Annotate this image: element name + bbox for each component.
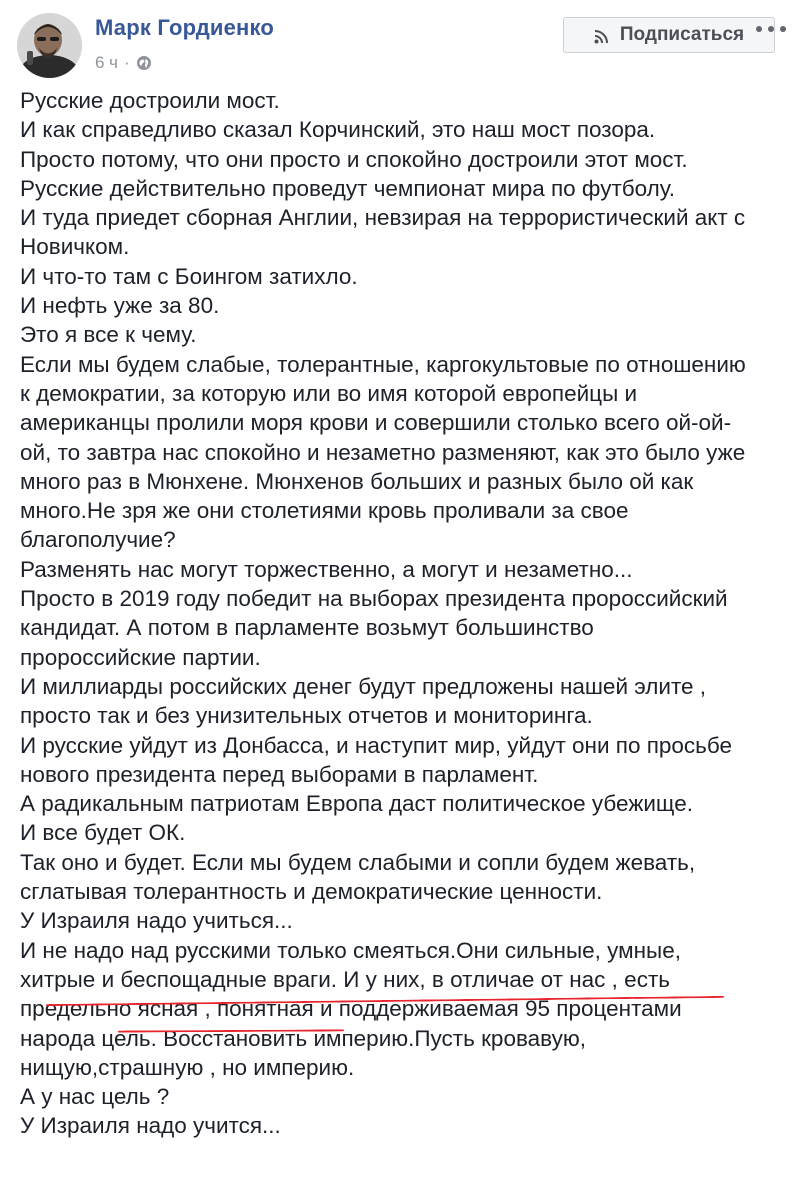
post-text-line: пророссийские партии. (20, 644, 261, 670)
post-text-line: Просто потому, что они просто и спокойно достроили этот мост. (20, 146, 688, 172)
subscribe-label: Подписаться (619, 24, 745, 45)
avatar[interactable] (17, 13, 82, 78)
post-text-line: сглатывая толерантность и демократические ценности. (20, 879, 603, 905)
post-text-line: И миллиарды российских денег будут предложены нашей элите , (20, 673, 707, 699)
author-name[interactable]: Марк Гордиенко (95, 15, 275, 40)
post-text-line: И не надо над русскими только смеяться.Они сильные, умные, (20, 937, 681, 963)
rss-icon (594, 28, 608, 42)
post-text-line: Просто в 2019 году победит на выборах президента пророссийский (20, 586, 728, 612)
post-text-line: У Израиля надо учится... (20, 1113, 281, 1139)
post-text-line: просто так и без унизительных отчетов и мониторинга. (20, 703, 593, 729)
post-text-line: много раз в Мюнхене. Мюнхенов больших и разных было ой как (20, 468, 694, 494)
post-text-line: Новичком. (20, 234, 130, 260)
post-text-line: И все будет ОК. (20, 820, 186, 846)
post-text-line: благополучие? (20, 527, 176, 553)
post-text-line: нищую,страшную , но империю. (20, 1054, 355, 1080)
meta-separator: · (124, 53, 130, 72)
post-text-line: Если мы будем слабые, толерантные, каргокультовые по отношению (20, 351, 746, 377)
post-text-line: А у нас цель ? (20, 1084, 170, 1110)
post-text-line: Так оно и будет. Если мы будем слабыми и сопли будем жевать, (20, 849, 696, 875)
globe-icon (136, 55, 152, 71)
more-options-icon[interactable] (756, 21, 786, 37)
post-text-line: И русские уйдут из Донбасса, и наступит мир, уйдут они по просьбе (20, 732, 733, 758)
post-text-line: к демократии, за которую или во имя которой европейцы и (20, 380, 638, 406)
post-text-line: ой, то завтра нас спокойно и незаметно разменяют, как это было уже (20, 439, 746, 465)
post-text-line: А радикальным патриотам Европа даст политическое убежище. (20, 791, 693, 817)
post-text-line: И что-то там с Боингом затихло. (20, 263, 358, 289)
post-text-line: народа цель. Восстановить империю.Пусть кровавую, (20, 1025, 587, 1051)
post-text-line: И как справедливо сказал Корчинский, это наш мост позора. (20, 117, 656, 143)
post-text-line: американцы пролили моря крови и совершили столько всего ой-ой- (20, 410, 732, 436)
post-header (0, 0, 801, 90)
post-text-line: много.Не зря же они столетиями кровь проливали за свое (20, 498, 629, 524)
post-text-line: предельно ясная , понятная и поддерживаемая 95 процентами (20, 996, 682, 1022)
post-text-line: И туда приедет сборная Англии, невзирая на террористический акт с (20, 205, 746, 231)
post-text-line: Русские действительно проведут чемпионат мира по футболу. (20, 175, 676, 201)
post-text-line: У Израиля надо учиться... (20, 908, 293, 934)
post-text-line: кандидат. А потом в парламенте возьмут большинство (20, 615, 594, 641)
post-text (20, 86, 790, 1141)
post-meta (95, 52, 152, 74)
subscribe-button[interactable] (563, 17, 775, 53)
post-text-line: нового президента перед выборами в парламент. (20, 761, 539, 787)
post-text-line: хитрые и беспощадные враги. И у них, в отличае от нас , есть (20, 966, 670, 992)
post-text-line: Это я все к чему. (20, 322, 197, 348)
post-text-line: И нефть уже за 80. (20, 293, 220, 319)
post-text-line: Русские достроили мост. (20, 88, 280, 113)
timestamp[interactable]: 6 ч (95, 53, 119, 72)
post-text-line: Разменять нас могут торжественно, а могут и незаметно... (20, 556, 633, 582)
